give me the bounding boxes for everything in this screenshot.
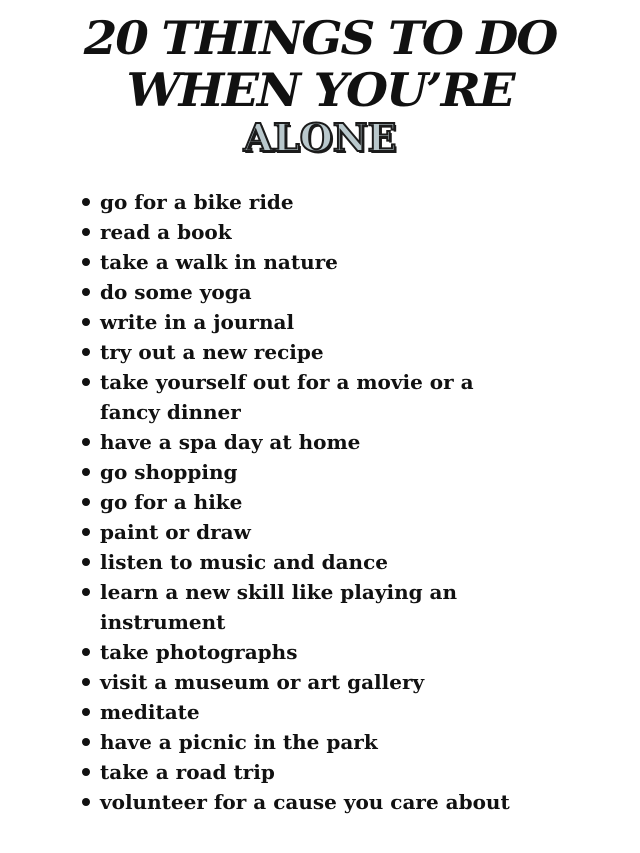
list-item — [80, 697, 540, 727]
list-item-text: go for a bike ride — [100, 190, 294, 214]
bullet-icon — [82, 258, 90, 266]
list-item — [80, 517, 540, 547]
bullet-icon — [82, 588, 90, 596]
list-item — [80, 487, 540, 517]
bullet-icon — [82, 438, 90, 446]
bullet-icon — [82, 678, 90, 686]
bullet-icon — [82, 378, 90, 386]
bullet-icon — [82, 348, 90, 356]
list-item — [80, 247, 540, 277]
list-item-text: take photographs — [100, 640, 298, 664]
list-item-text: take a walk in nature — [100, 250, 338, 274]
list-item — [80, 457, 540, 487]
list-item-text: go for a hike — [100, 490, 243, 514]
list-item-text: meditate — [100, 700, 200, 724]
bullet-icon — [82, 198, 90, 206]
list-item-text: take yourself out for a movie or a fancy dinner — [100, 370, 474, 424]
list-item-text: learn a new skill like playing an instrument — [100, 580, 458, 634]
list-item — [80, 637, 540, 667]
bullet-icon — [82, 648, 90, 656]
bullet-icon — [82, 798, 90, 806]
list-item-text: write in a journal — [100, 310, 295, 334]
activity-list — [80, 187, 540, 817]
list-item — [80, 757, 540, 787]
list-item-text: have a spa day at home — [100, 430, 361, 454]
list-item-text: go shopping — [100, 460, 238, 484]
bullet-icon — [82, 318, 90, 326]
list-item — [80, 727, 540, 757]
bullet-icon — [82, 768, 90, 776]
bullet-icon — [82, 708, 90, 716]
list-item — [80, 367, 540, 427]
list-item — [80, 577, 540, 637]
list-item-text: paint or draw — [100, 520, 251, 544]
list-item-text: have a picnic in the park — [100, 730, 378, 754]
list-item-text: take a road trip — [100, 760, 275, 784]
list-item-text: read a book — [100, 220, 232, 244]
list-item-text: try out a new recipe — [100, 340, 324, 364]
list-item — [80, 667, 540, 697]
list-item — [80, 337, 540, 367]
list-item-text: do some yoga — [100, 280, 252, 304]
title-line-2: WHEN YOU’RE — [126, 63, 514, 117]
list-item-text: listen to music and dance — [100, 550, 388, 574]
list-item-text: volunteer for a cause you care about — [100, 790, 510, 814]
bullet-icon — [82, 498, 90, 506]
bullet-icon — [82, 558, 90, 566]
bullet-icon — [82, 528, 90, 536]
list-item-text: visit a museum or art gallery — [100, 670, 425, 694]
title-accent-word: ALONE — [243, 115, 397, 160]
bullet-icon — [82, 468, 90, 476]
bullet-icon — [82, 288, 90, 296]
list-item — [80, 217, 540, 247]
title-line-1: 20 THINGS TO DO — [83, 11, 557, 65]
list-item — [80, 427, 540, 457]
list-item — [80, 787, 540, 817]
bullet-icon — [82, 228, 90, 236]
list-item — [80, 547, 540, 577]
list-item — [80, 307, 540, 337]
list-item — [80, 277, 540, 307]
bullet-icon — [82, 738, 90, 746]
list-item — [80, 187, 540, 217]
